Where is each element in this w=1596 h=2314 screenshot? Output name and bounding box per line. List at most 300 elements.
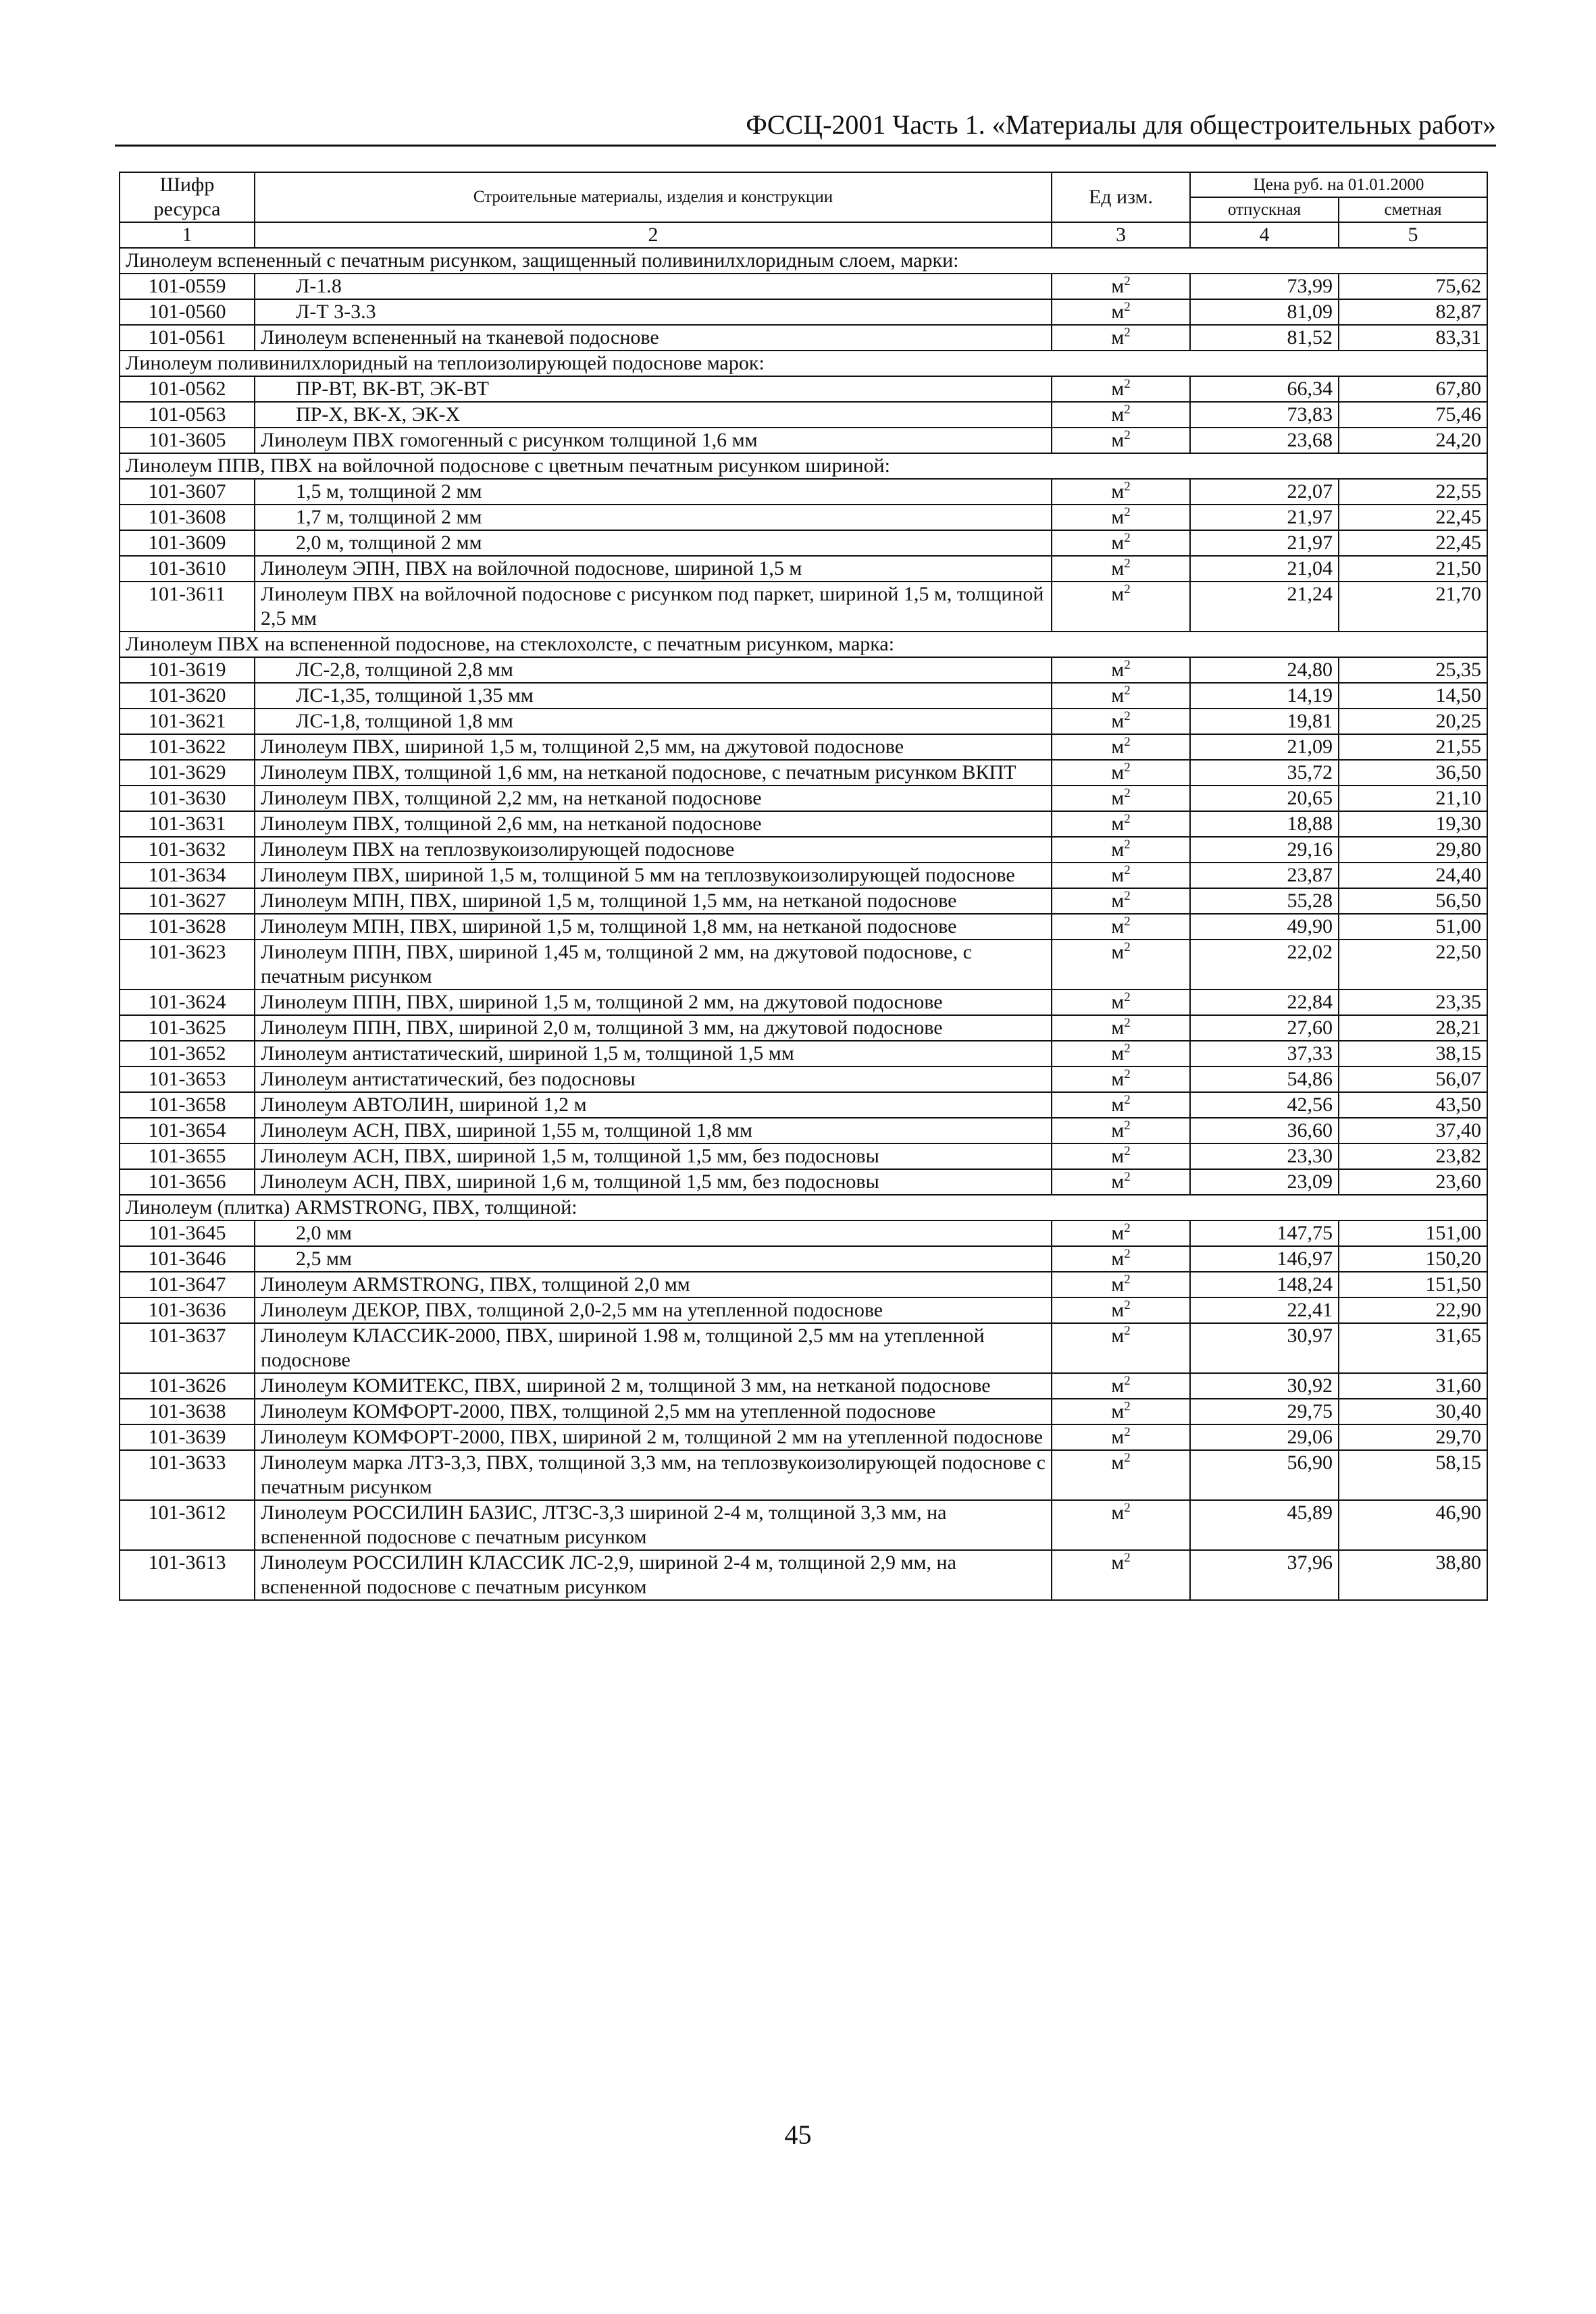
unit-cell xyxy=(1052,811,1190,837)
unit-exponent: 2 xyxy=(1124,326,1131,340)
release-price: 29,75 xyxy=(1190,1399,1339,1424)
release-price: 30,92 xyxy=(1190,1373,1339,1399)
release-price: 23,87 xyxy=(1190,863,1339,888)
release-price: 73,83 xyxy=(1190,402,1339,428)
estimate-price: 23,35 xyxy=(1339,989,1487,1015)
table-row xyxy=(120,1500,1487,1550)
release-price: 21,24 xyxy=(1190,582,1339,632)
unit-exponent: 2 xyxy=(1124,300,1131,314)
unit-exponent: 2 xyxy=(1124,838,1131,852)
unit-cell xyxy=(1052,940,1190,989)
material-name: ЛС-2,8, толщиной 2,8 мм xyxy=(255,657,1052,683)
estimate-price: 83,31 xyxy=(1339,325,1487,351)
material-name: 2,0 м, толщиной 2 мм xyxy=(255,530,1052,556)
estimate-price: 31,65 xyxy=(1339,1323,1487,1373)
unit-exponent: 2 xyxy=(1124,428,1131,442)
estimate-price: 24,20 xyxy=(1339,428,1487,453)
group-heading-row xyxy=(120,248,1487,274)
estimate-price: 31,60 xyxy=(1339,1373,1487,1399)
unit-base: м xyxy=(1111,429,1125,451)
estimate-price: 29,80 xyxy=(1339,837,1487,863)
resource-code: 101-3623 xyxy=(120,940,255,989)
group-heading-row xyxy=(120,453,1487,479)
release-price: 147,75 xyxy=(1190,1220,1339,1246)
material-name: ПР-Х, ВК-Х, ЭК-Х xyxy=(255,402,1052,428)
table-row xyxy=(120,683,1487,709)
unit-exponent: 2 xyxy=(1124,709,1131,723)
estimate-price: 21,50 xyxy=(1339,556,1487,582)
column-number: 1 xyxy=(120,222,255,248)
unit-exponent: 2 xyxy=(1124,735,1131,749)
estimate-price: 43,50 xyxy=(1339,1092,1487,1118)
unit-base: м xyxy=(1111,1145,1125,1167)
estimate-price: 51,00 xyxy=(1339,914,1487,940)
material-name: 2,5 мм xyxy=(255,1246,1052,1272)
unit-base: м xyxy=(1111,403,1125,426)
group-heading-row xyxy=(120,1195,1487,1220)
estimate-price: 75,62 xyxy=(1339,274,1487,299)
table-row xyxy=(120,1220,1487,1246)
resource-code: 101-0559 xyxy=(120,274,255,299)
table-row xyxy=(120,709,1487,734)
unit-exponent: 2 xyxy=(1124,1324,1131,1338)
release-price: 21,97 xyxy=(1190,530,1339,556)
material-name: Линолеум ПВХ, толщиной 2,2 мм, на нетканой подоснове xyxy=(255,786,1052,811)
estimate-price: 21,70 xyxy=(1339,582,1487,632)
resource-code: 101-3612 xyxy=(120,1500,255,1550)
unit-exponent: 2 xyxy=(1124,1221,1131,1235)
unit-base: м xyxy=(1111,659,1125,681)
unit-base: м xyxy=(1111,1042,1125,1064)
unit-cell xyxy=(1052,1500,1190,1550)
unit-base: м xyxy=(1111,378,1125,400)
resource-code: 101-3656 xyxy=(120,1169,255,1195)
unit-exponent: 2 xyxy=(1124,1144,1131,1158)
table-row xyxy=(120,914,1487,940)
release-price: 146,97 xyxy=(1190,1246,1339,1272)
unit-base: м xyxy=(1111,1374,1125,1397)
col-header-price: Цена руб. на 01.01.2000 xyxy=(1190,172,1487,197)
table-row xyxy=(120,1118,1487,1143)
table-row xyxy=(120,1143,1487,1169)
unit-base: м xyxy=(1111,1248,1125,1270)
table-row xyxy=(120,1015,1487,1041)
unit-exponent: 2 xyxy=(1124,1119,1131,1133)
unit-base: м xyxy=(1111,1501,1125,1524)
table-row xyxy=(120,1550,1487,1600)
unit-base: м xyxy=(1111,1119,1125,1141)
table-row xyxy=(120,734,1487,760)
material-name: Линолеум МПН, ПВХ, шириной 1,5 м, толщиной 1,5 мм, на нетканой подоснове xyxy=(255,888,1052,914)
estimate-price: 28,21 xyxy=(1339,1015,1487,1041)
release-price: 37,33 xyxy=(1190,1041,1339,1066)
unit-cell xyxy=(1052,428,1190,453)
table-row xyxy=(120,274,1487,299)
table-row xyxy=(120,760,1487,786)
table-row xyxy=(120,863,1487,888)
release-price: 42,56 xyxy=(1190,1092,1339,1118)
unit-exponent: 2 xyxy=(1124,274,1131,288)
table-row xyxy=(120,428,1487,453)
release-price: 18,88 xyxy=(1190,811,1339,837)
unit-cell xyxy=(1052,709,1190,734)
unit-exponent: 2 xyxy=(1124,531,1131,545)
release-price: 20,65 xyxy=(1190,786,1339,811)
material-name: Линолеум марка ЛТЗ-3,3, ПВХ, толщиной 3,3 мм, на теплозвукоизолирующей подоснове с печатным рисунком xyxy=(255,1450,1052,1500)
unit-cell xyxy=(1052,1143,1190,1169)
unit-exponent: 2 xyxy=(1124,1551,1131,1565)
unit-cell xyxy=(1052,1015,1190,1041)
unit-exponent: 2 xyxy=(1124,1272,1131,1287)
group-heading: Линолеум поливинилхлоридный на теплоизолирующей подоснове марок: xyxy=(120,351,1487,376)
unit-exponent: 2 xyxy=(1124,377,1131,391)
group-heading-row xyxy=(120,351,1487,376)
unit-exponent: 2 xyxy=(1124,761,1131,775)
resource-code: 101-3647 xyxy=(120,1272,255,1297)
material-name: Линолеум АСН, ПВХ, шириной 1,55 м, толщиной 1,8 мм xyxy=(255,1118,1052,1143)
table-row xyxy=(120,530,1487,556)
material-name: Линолеум ЭПН, ПВХ на войлочной подоснове, шириной 1,5 м xyxy=(255,556,1052,582)
unit-base: м xyxy=(1111,1273,1125,1295)
resource-code: 101-3625 xyxy=(120,1015,255,1041)
unit-cell xyxy=(1052,1220,1190,1246)
release-price: 29,16 xyxy=(1190,837,1339,863)
unit-base: м xyxy=(1111,480,1125,503)
estimate-price: 22,45 xyxy=(1339,505,1487,530)
material-name: Линолеум ППН, ПВХ, шириной 1,45 м, толщиной 2 мм, на джутовой подоснове, с печатным рисунком xyxy=(255,940,1052,989)
unit-base: м xyxy=(1111,1426,1125,1448)
resource-code: 101-3654 xyxy=(120,1118,255,1143)
group-heading: Линолеум ППВ, ПВХ на войлочной подоснове с цветным печатным рисунком шириной: xyxy=(120,453,1487,479)
estimate-price: 25,35 xyxy=(1339,657,1487,683)
release-price: 21,04 xyxy=(1190,556,1339,582)
resource-code: 101-3609 xyxy=(120,530,255,556)
material-name: 2,0 мм xyxy=(255,1220,1052,1246)
table-row xyxy=(120,811,1487,837)
release-price: 73,99 xyxy=(1190,274,1339,299)
table-row xyxy=(120,1450,1487,1500)
running-header: ФССЦ-2001 Часть 1. «Материалы для общестроительных работ» xyxy=(746,109,1496,140)
release-price: 22,84 xyxy=(1190,989,1339,1015)
unit-cell xyxy=(1052,325,1190,351)
table-row xyxy=(120,376,1487,402)
unit-cell xyxy=(1052,1092,1190,1118)
unit-exponent: 2 xyxy=(1124,990,1131,1004)
table-row xyxy=(120,1424,1487,1450)
unit-base: м xyxy=(1111,1017,1125,1039)
estimate-price: 22,55 xyxy=(1339,479,1487,505)
unit-exponent: 2 xyxy=(1124,557,1131,571)
resource-code: 101-3620 xyxy=(120,683,255,709)
table-row xyxy=(120,657,1487,683)
material-name: Линолеум КОМФОРТ-2000, ПВХ, толщиной 2,5 мм на утепленной подоснове xyxy=(255,1399,1052,1424)
unit-cell xyxy=(1052,376,1190,402)
release-price: 56,90 xyxy=(1190,1450,1339,1500)
release-price: 27,60 xyxy=(1190,1015,1339,1041)
estimate-price: 20,25 xyxy=(1339,709,1487,734)
unit-exponent: 2 xyxy=(1124,1170,1131,1184)
col-header-release: отпускная xyxy=(1190,197,1339,222)
material-name: Линолеум РОССИЛИН КЛАССИК ЛС-2,9, шириной 2-4 м, толщиной 2,9 мм, на вспененной подоснове с печатным рисунком xyxy=(255,1550,1052,1600)
page-number: 45 xyxy=(784,2119,812,2150)
unit-cell xyxy=(1052,1246,1190,1272)
unit-base: м xyxy=(1111,710,1125,732)
release-price: 14,19 xyxy=(1190,683,1339,709)
resource-code: 101-3613 xyxy=(120,1550,255,1600)
release-price: 23,68 xyxy=(1190,428,1339,453)
resource-code: 101-3626 xyxy=(120,1373,255,1399)
material-name: ЛС-1,35, толщиной 1,35 мм xyxy=(255,683,1052,709)
resource-code: 101-3639 xyxy=(120,1424,255,1450)
table-row xyxy=(120,325,1487,351)
material-name: Линолеум вспененный на тканевой подоснове xyxy=(255,325,1052,351)
table-row xyxy=(120,940,1487,989)
unit-exponent: 2 xyxy=(1124,812,1131,826)
unit-cell xyxy=(1052,1297,1190,1323)
resource-code: 101-3645 xyxy=(120,1220,255,1246)
unit-cell xyxy=(1052,1450,1190,1500)
unit-base: м xyxy=(1111,1222,1125,1244)
material-name: Линолеум ПВХ, шириной 1,5 м, толщиной 5 мм на теплозвукоизолирующей подоснове xyxy=(255,863,1052,888)
table-row xyxy=(120,505,1487,530)
table-row xyxy=(120,1169,1487,1195)
resource-code: 101-3621 xyxy=(120,709,255,734)
unit-cell xyxy=(1052,657,1190,683)
unit-base: м xyxy=(1111,838,1125,860)
table-row xyxy=(120,1297,1487,1323)
unit-exponent: 2 xyxy=(1124,1016,1131,1030)
release-price: 22,07 xyxy=(1190,479,1339,505)
unit-base: м xyxy=(1111,1299,1125,1321)
unit-base: м xyxy=(1111,1400,1125,1422)
resource-code: 101-3637 xyxy=(120,1323,255,1373)
unit-exponent: 2 xyxy=(1124,1374,1131,1388)
unit-cell xyxy=(1052,1550,1190,1600)
material-name: 1,7 м, толщиной 2 мм xyxy=(255,505,1052,530)
table-row xyxy=(120,1092,1487,1118)
release-price: 49,90 xyxy=(1190,914,1339,940)
material-name: Линолеум ПВХ, шириной 1,5 м, толщиной 2,5 мм, на джутовой подоснове xyxy=(255,734,1052,760)
estimate-price: 67,80 xyxy=(1339,376,1487,402)
unit-cell xyxy=(1052,683,1190,709)
material-name: Л-1.8 xyxy=(255,274,1052,299)
resource-code: 101-0561 xyxy=(120,325,255,351)
unit-base: м xyxy=(1111,736,1125,758)
release-price: 22,02 xyxy=(1190,940,1339,989)
unit-cell xyxy=(1052,914,1190,940)
unit-cell xyxy=(1052,1066,1190,1092)
table-row xyxy=(120,1272,1487,1297)
table-row xyxy=(120,1246,1487,1272)
unit-base: м xyxy=(1111,1325,1125,1347)
release-price: 30,97 xyxy=(1190,1323,1339,1373)
unit-cell xyxy=(1052,582,1190,632)
material-name: Линолеум антистатический, без подосновы xyxy=(255,1066,1052,1092)
unit-base: м xyxy=(1111,583,1125,605)
material-name: Линолеум ARMSTRONG, ПВХ, толщиной 2,0 мм xyxy=(255,1272,1052,1297)
release-price: 24,80 xyxy=(1190,657,1339,683)
col-header-unit: Ед изм. xyxy=(1052,172,1190,222)
unit-exponent: 2 xyxy=(1124,1298,1131,1312)
unit-exponent: 2 xyxy=(1124,1247,1131,1261)
unit-base: м xyxy=(1111,1094,1125,1116)
unit-base: м xyxy=(1111,1451,1125,1474)
release-price: 29,06 xyxy=(1190,1424,1339,1450)
release-price: 37,96 xyxy=(1190,1550,1339,1600)
unit-cell xyxy=(1052,989,1190,1015)
release-price: 148,24 xyxy=(1190,1272,1339,1297)
material-name: Линолеум ДЕКОР, ПВХ, толщиной 2,0-2,5 мм на утепленной подоснове xyxy=(255,1297,1052,1323)
resource-code: 101-3619 xyxy=(120,657,255,683)
resource-code: 101-3610 xyxy=(120,556,255,582)
release-price: 19,81 xyxy=(1190,709,1339,734)
table-row xyxy=(120,479,1487,505)
unit-base: м xyxy=(1111,915,1125,937)
unit-exponent: 2 xyxy=(1124,940,1131,954)
resource-code: 101-3627 xyxy=(120,888,255,914)
unit-cell xyxy=(1052,402,1190,428)
unit-base: м xyxy=(1111,941,1125,963)
material-name: Линолеум РОССИЛИН БАЗИС, ЛТЗС-3,3 шириной 2-4 м, толщиной 3,3 мм, на вспененной подоснове с печатным рисунком xyxy=(255,1500,1052,1550)
unit-base: м xyxy=(1111,1551,1125,1574)
unit-exponent: 2 xyxy=(1124,1067,1131,1081)
unit-exponent: 2 xyxy=(1124,684,1131,698)
material-name: Линолеум антистатический, шириной 1,5 м, толщиной 1,5 мм xyxy=(255,1041,1052,1066)
release-price: 54,86 xyxy=(1190,1066,1339,1092)
release-price: 35,72 xyxy=(1190,760,1339,786)
unit-exponent: 2 xyxy=(1124,505,1131,519)
estimate-price: 56,50 xyxy=(1339,888,1487,914)
table-row xyxy=(120,1041,1487,1066)
unit-exponent: 2 xyxy=(1124,1501,1131,1515)
unit-cell xyxy=(1052,1323,1190,1373)
resource-code: 101-0563 xyxy=(120,402,255,428)
estimate-price: 36,50 xyxy=(1339,760,1487,786)
unit-base: м xyxy=(1111,864,1125,886)
unit-cell xyxy=(1052,530,1190,556)
unit-cell xyxy=(1052,1373,1190,1399)
unit-base: м xyxy=(1111,275,1125,297)
estimate-price: 38,15 xyxy=(1339,1041,1487,1066)
resource-code: 101-3628 xyxy=(120,914,255,940)
resource-code: 101-3631 xyxy=(120,811,255,837)
table-row xyxy=(120,888,1487,914)
unit-cell xyxy=(1052,274,1190,299)
material-name: Линолеум КЛАССИК-2000, ПВХ, шириной 1.98 м, толщиной 2,5 мм на утепленной подоснове xyxy=(255,1323,1052,1373)
resource-code: 101-3622 xyxy=(120,734,255,760)
release-price: 45,89 xyxy=(1190,1500,1339,1550)
material-name: Линолеум ПВХ на войлочной подоснове с рисунком под паркет, шириной 1,5 м, толщиной 2,5 мм xyxy=(255,582,1052,632)
material-name: Линолеум ПВХ, толщиной 1,6 мм, на нетканой подоснове, с печатным рисунком ВКПТ xyxy=(255,760,1052,786)
unit-cell xyxy=(1052,1041,1190,1066)
unit-cell xyxy=(1052,299,1190,325)
column-number: 2 xyxy=(255,222,1052,248)
estimate-price: 82,87 xyxy=(1339,299,1487,325)
estimate-price: 21,10 xyxy=(1339,786,1487,811)
unit-exponent: 2 xyxy=(1124,480,1131,494)
resource-code: 101-3638 xyxy=(120,1399,255,1424)
resource-code: 101-3607 xyxy=(120,479,255,505)
material-name: 1,5 м, толщиной 2 мм xyxy=(255,479,1052,505)
resource-code: 101-3652 xyxy=(120,1041,255,1066)
unit-cell xyxy=(1052,888,1190,914)
unit-base: м xyxy=(1111,684,1125,706)
unit-cell xyxy=(1052,1424,1190,1450)
table-row xyxy=(120,1323,1487,1373)
material-name: Линолеум ППН, ПВХ, шириной 2,0 м, толщиной 3 мм, на джутовой подоснове xyxy=(255,1015,1052,1041)
estimate-price: 21,55 xyxy=(1339,734,1487,760)
unit-base: м xyxy=(1111,557,1125,580)
unit-exponent: 2 xyxy=(1124,786,1131,800)
unit-base: м xyxy=(1111,1068,1125,1090)
estimate-price: 23,60 xyxy=(1339,1169,1487,1195)
estimate-price: 46,90 xyxy=(1339,1500,1487,1550)
unit-cell xyxy=(1052,1399,1190,1424)
unit-exponent: 2 xyxy=(1124,1399,1131,1414)
material-name: Линолеум КОМИТЕКС, ПВХ, шириной 2 м, толщиной 3 мм, на нетканой подоснове xyxy=(255,1373,1052,1399)
table-row xyxy=(120,989,1487,1015)
material-name: Линолеум ПВХ, толщиной 2,6 мм, на нетканой подоснове xyxy=(255,811,1052,837)
group-heading: Линолеум (плитка) ARMSTRONG, ПВХ, толщиной: xyxy=(120,1195,1487,1220)
release-price: 21,09 xyxy=(1190,734,1339,760)
unit-cell xyxy=(1052,505,1190,530)
table-row xyxy=(120,402,1487,428)
unit-base: м xyxy=(1111,890,1125,912)
estimate-price: 24,40 xyxy=(1339,863,1487,888)
table-body xyxy=(120,248,1487,1600)
material-name: Линолеум ППН, ПВХ, шириной 1,5 м, толщиной 2 мм, на джутовой подоснове xyxy=(255,989,1052,1015)
release-price: 23,09 xyxy=(1190,1169,1339,1195)
resource-code: 101-3655 xyxy=(120,1143,255,1169)
release-price: 21,97 xyxy=(1190,505,1339,530)
estimate-price: 22,45 xyxy=(1339,530,1487,556)
unit-cell xyxy=(1052,1272,1190,1297)
resource-code: 101-3658 xyxy=(120,1092,255,1118)
resource-code: 101-3632 xyxy=(120,837,255,863)
material-name: Л-Т 3-3.3 xyxy=(255,299,1052,325)
unit-exponent: 2 xyxy=(1124,915,1131,929)
unit-cell xyxy=(1052,556,1190,582)
estimate-price: 151,00 xyxy=(1339,1220,1487,1246)
unit-exponent: 2 xyxy=(1124,1425,1131,1439)
release-price: 81,09 xyxy=(1190,299,1339,325)
release-price: 66,34 xyxy=(1190,376,1339,402)
release-price: 36,60 xyxy=(1190,1118,1339,1143)
unit-base: м xyxy=(1111,761,1125,783)
material-name: Линолеум ПВХ на теплозвукоизолирующей подоснове xyxy=(255,837,1052,863)
unit-cell xyxy=(1052,1169,1190,1195)
material-name: Линолеум АСН, ПВХ, шириной 1,5 м, толщиной 1,5 мм, без подосновы xyxy=(255,1143,1052,1169)
unit-exponent: 2 xyxy=(1124,1093,1131,1107)
release-price: 23,30 xyxy=(1190,1143,1339,1169)
unit-cell xyxy=(1052,479,1190,505)
resource-code: 101-3629 xyxy=(120,760,255,786)
resource-code: 101-3605 xyxy=(120,428,255,453)
unit-base: м xyxy=(1111,506,1125,528)
resource-code: 101-3636 xyxy=(120,1297,255,1323)
material-name: ЛС-1,8, толщиной 1,8 мм xyxy=(255,709,1052,734)
unit-base: м xyxy=(1111,1171,1125,1193)
estimate-price: 58,15 xyxy=(1339,1450,1487,1500)
unit-exponent: 2 xyxy=(1124,1451,1131,1465)
release-price: 22,41 xyxy=(1190,1297,1339,1323)
unit-exponent: 2 xyxy=(1124,582,1131,596)
estimate-price: 75,46 xyxy=(1339,402,1487,428)
material-name: ПР-ВТ, ВК-ВТ, ЭК-ВТ xyxy=(255,376,1052,402)
unit-base: м xyxy=(1111,787,1125,809)
estimate-price: 38,80 xyxy=(1339,1550,1487,1600)
release-price: 81,52 xyxy=(1190,325,1339,351)
